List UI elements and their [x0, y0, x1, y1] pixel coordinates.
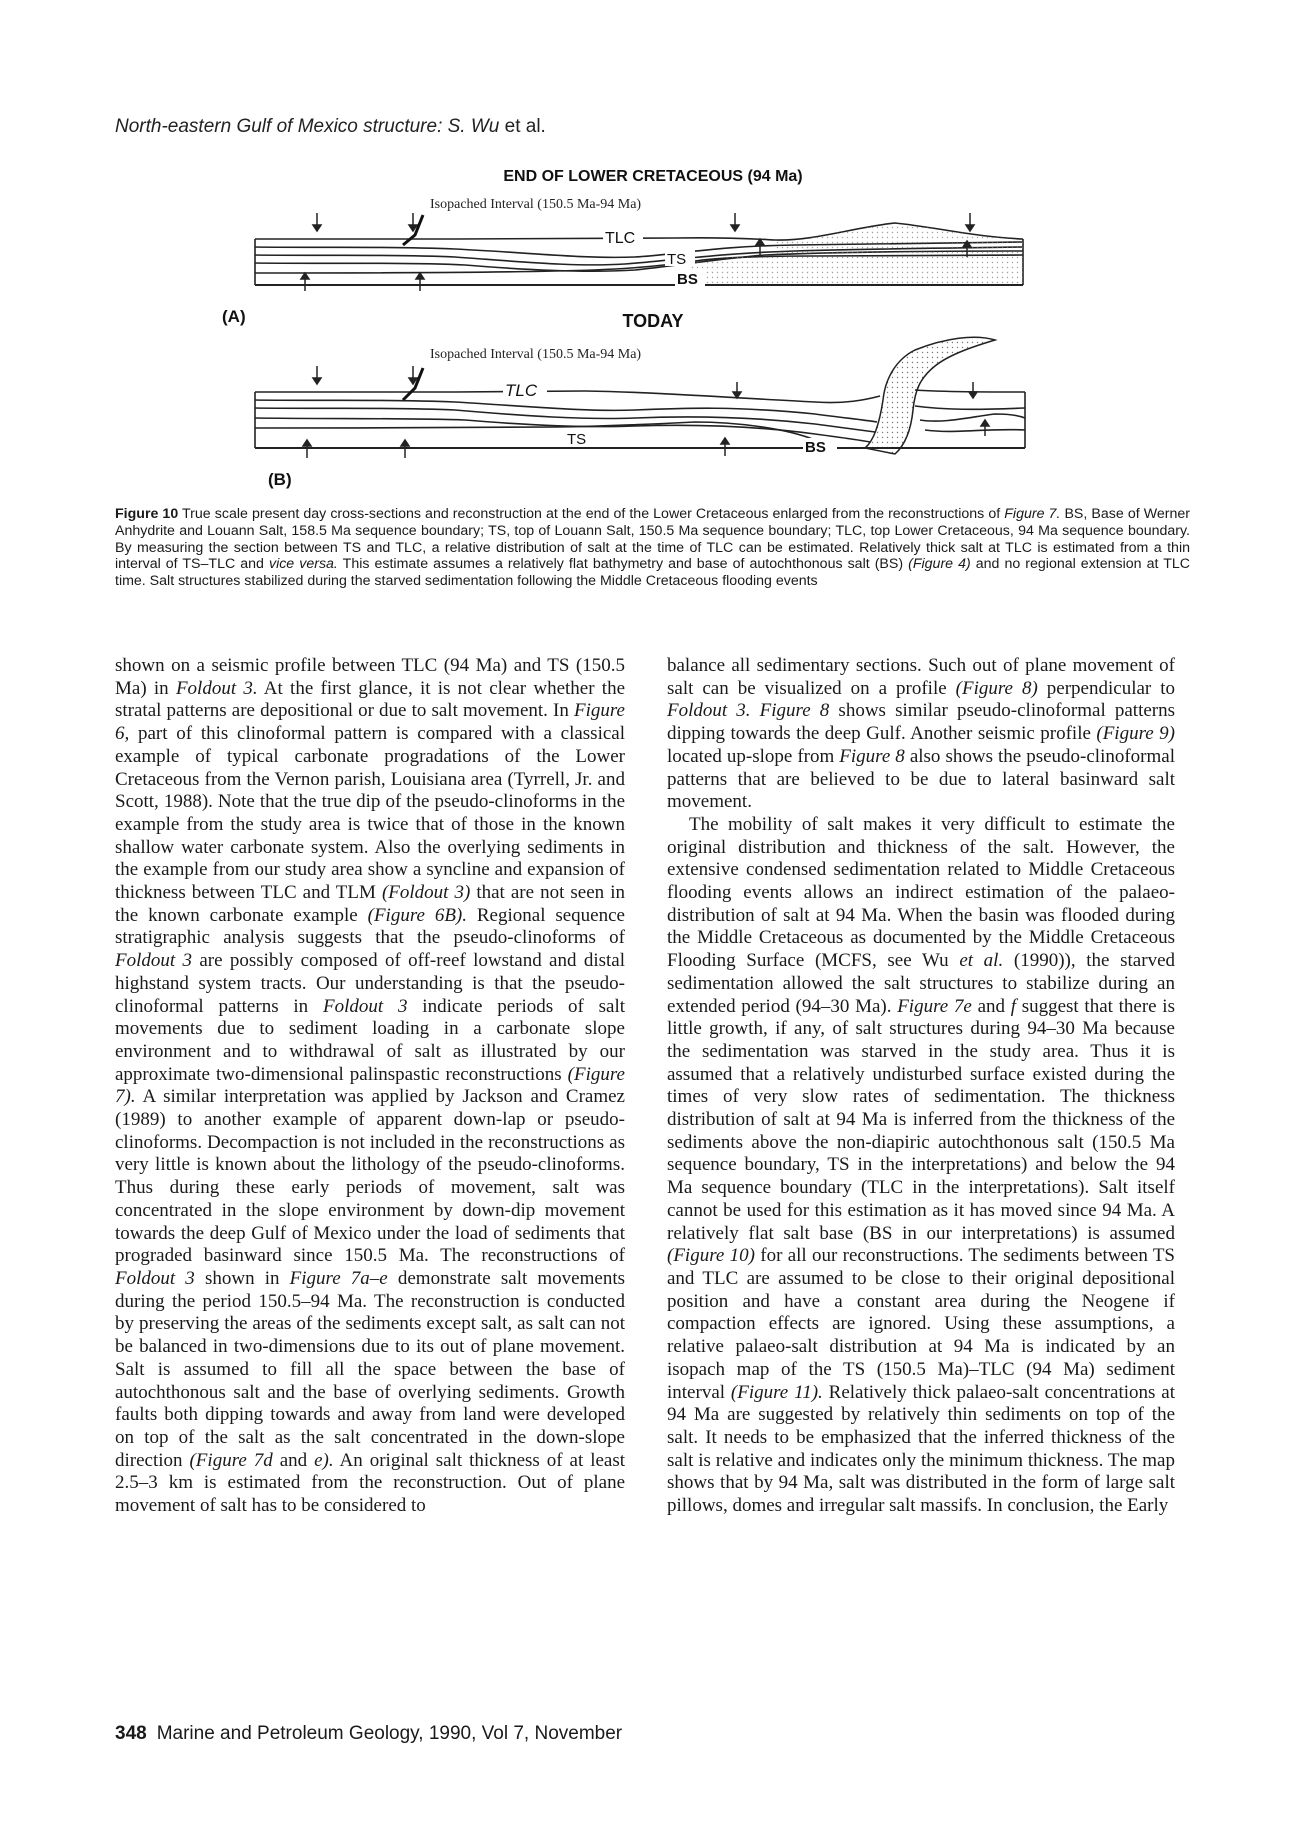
panel-b-heading: TODAY	[622, 311, 684, 331]
body-text: and	[272, 1449, 315, 1471]
body-ref: (Figure 8)	[955, 677, 1038, 699]
body-text: A similar interpretation was applied by Jackson and Cramez (1989) to another example of apparent down-lap or pseudo-clinoforms. Decompaction is not included in the reconstructions as very little is known about the lithology of the pseudo-clinoforms. Thus during these early periods of movement, salt was concentrated in the slope environment by down-dip movement towards the deep Gulf of Mexico under the load of sediments that prograded basinward since 150.5 Ma. The reconstructions of	[115, 1086, 625, 1267]
body-ref: (Figure 9)	[1096, 723, 1175, 745]
body-ref: (Foldout 3)	[381, 882, 471, 904]
body-column-right	[667, 655, 1175, 1518]
panel-a-tlc-label: TLC	[605, 230, 636, 247]
caption-emphasis: vice versa.	[268, 556, 338, 573]
body-text: Regional sequence stratigraphic analysis suggests that the pseudo-clinoforms of	[115, 904, 625, 949]
body-text: At the first glance, it is not clear whether the stratal patterns are depositional or due to salt movement. In	[115, 677, 626, 722]
body-text: and	[971, 995, 1011, 1017]
panel-a-bs-label: BS	[677, 271, 698, 288]
body-ref: (Figure 7).	[115, 1063, 625, 1108]
caption-text: and no regional extension at TLC time. Salt structures stabilized during the starved sedimentation following the Middle Cretaceous flooding events	[115, 556, 1190, 590]
figure-caption-label: Figure 10	[115, 506, 179, 522]
body-text: located up-slope from	[667, 745, 840, 767]
body-text: (1990)), the starved sedimentation allowed the salt structures to stabilize during an extended period (94–30 Ma).	[667, 950, 1176, 1017]
body-ref: f	[1010, 995, 1016, 1017]
body-ref: e).	[314, 1449, 334, 1471]
body-paragraph	[667, 814, 1175, 1518]
body-text: Relatively thick palaeo-salt concentrations at 94 Ma are suggested by relatively thin sediments on top of the salt. It needs to be emphasized that the inferred thickness of the salt is relative and indicates only the minimum thickness. The map shows that by 94 Ma, salt was distributed in the form of large salt pillows, domes and irregular salt massifs. In conclusion, the Early	[667, 1381, 1175, 1517]
caption-text: BS, Base of Werner Anhydrite and Louann Salt, 158.5 Ma sequence boundary; TS, top of Louann Salt, 150.5 Ma sequence boundary; TLC, top Lower Cretaceous, 94 Ma sequence boundary. By measuring the section between TS and TLC, a relative distribution of salt at the time of TLC can be estimated. Relatively thick salt at TLC is estimated from a thin interval of TS–TLC and	[115, 506, 1190, 573]
caption-figure-ref: Figure 7.	[1004, 506, 1061, 522]
body-ref: Foldout 3.	[175, 677, 258, 699]
body-ref: Figure 7a–e	[289, 1267, 388, 1289]
body-ref: (Figure 10)	[667, 1245, 755, 1267]
page-footer	[115, 1723, 622, 1745]
body-text: An original salt thickness of at least 2.5–3 km is estimated from the reconstruction. Out of plane movement of salt has to be considered to	[115, 1449, 626, 1517]
body-text: also shows the pseudo-clinoformal patterns that are believed to be due to lateral basinward salt movement.	[667, 745, 1175, 813]
panel-b-bs-label: BS	[805, 439, 826, 456]
body-text: The mobility of salt makes it very difficult to estimate the original distribution and thickness of the salt. However, the extensive condensed sedimentation related to Middle Cretaceous flooding events allows an indirect estimation of the palaeo-distribution of salt at 94 Ma. When the basin was flooded during the Middle Cretaceous as documented by the Middle Cretaceous Flooding Surface (MCFS, see Wu	[667, 813, 1175, 972]
body-text: that are not seen in the known carbonate example	[115, 882, 625, 926]
caption-text: This estimate assumes a relatively flat bathymetry and base of autochthonous salt (BS)	[337, 556, 909, 573]
body-text: shown in	[194, 1267, 290, 1289]
body-text: indicate periods of salt movements due to sediment loading in a carbonate slope environment and to withdrawal of salt as illustrated by our approximate two-dimensional palinspastic reconstructions	[115, 995, 626, 1085]
body-text: shows similar pseudo-clinoformal patterns dipping towards the deep Gulf. Another seismic profile	[667, 700, 1176, 745]
running-head	[115, 116, 546, 138]
body-text: perpendicular to	[1037, 677, 1175, 699]
body-column-left	[115, 655, 625, 1518]
body-ref: Foldout 3	[323, 995, 408, 1017]
body-text: are possibly composed of off-reef lowstand and distal highstand system tracts. Our understanding is that the pseudo-clinoformal patterns in	[115, 950, 625, 1017]
body-ref: Figure 8	[839, 745, 905, 767]
cross-section-b	[255, 330, 1035, 460]
body-ref: (Figure 6B).	[367, 904, 468, 926]
body-text: for all our reconstructions. The sediments between TS and TLC are assumed to be close to their original depositional position and have a constant area during the Neogene if compaction effects are ignored. Using these assumptions, a relative palaeo-salt distribution at 94 Ma is indicated by an isopach map of the TS (150.5 Ma)–TLC (94 Ma) sediment interval	[667, 1245, 1175, 1403]
body-ref: et al.	[959, 950, 1004, 972]
panel-a-ts-label: TS	[667, 251, 687, 268]
body-text	[751, 700, 760, 721]
journal-citation: Marine and Petroleum Geology, 1990, Vol 7, November	[156, 1723, 623, 1744]
panel-b-label: (B)	[268, 470, 292, 489]
body-ref: Foldout 3.	[667, 700, 751, 722]
panel-a-heading: END OF LOWER CRETACEOUS (94 Ma)	[503, 168, 803, 185]
caption-figure-ref: (Figure 4)	[908, 556, 971, 573]
body-ref: (Figure 7d	[189, 1449, 273, 1471]
body-ref: Figure 8	[759, 700, 830, 722]
running-head-suffix: et al.	[499, 116, 546, 137]
body-ref: (Figure 11).	[730, 1381, 823, 1403]
body-ref: Figure 6,	[115, 700, 625, 745]
caption-text: True scale present day cross-sections and reconstruction at the end of the Lower Cretaceous enlarged from the reconstructions of	[178, 506, 1005, 522]
body-paragraph	[667, 655, 1175, 814]
body-text: balance all sedimentary sections. Such out of plane movement of salt can be visualized on a profile	[667, 655, 1175, 699]
cross-section-a	[255, 215, 1030, 295]
page-number: 348	[115, 1723, 147, 1744]
body-paragraph	[115, 655, 625, 1518]
body-ref: Foldout 3	[115, 1267, 195, 1289]
panel-a-interval-label: Isopached Interval (150.5 Ma-94 Ma)	[430, 197, 642, 212]
panel-b-ts-label: TS	[567, 431, 587, 448]
body-text: suggest that there is little growth, if any, of salt structures during 94–30 Ma because the sedimentation was starved in the study area. Thus it is assumed that a relatively undisturbed surface existed during the times of very slow rates of sedimentation. The thickness distribution of salt at 94 Ma is inferred from the thickness of the sediments above the non-diapiric autochthonous salt (150.5 Ma sequence boundary, TS in the interpretations) and below the 94 Ma sequence boundary (TLC in the interpretations). Salt itself cannot be used for this estimation as it has moved since 94 Ma. A relatively flat salt base (BS in our interpretations) is assumed	[667, 995, 1175, 1244]
body-text: shown on a seismic profile between TLC (94 Ma) and TS (150.5 Ma) in	[115, 655, 625, 699]
panel-b-interval-label: Isopached Interval (150.5 Ma-94 Ma)	[430, 347, 642, 362]
body-text: part of this clinoformal pattern is compared with a classical example of typical carbonate progradations of the Lower Cretaceous from the Vernon parish, Louisiana area (Tyrrell, Jr. and Scott, 1988). Note that the true dip of the pseudo-clinoforms in the example from the study area is twice that of those in the known shallow water carbonate system. Also the overlying sediments in the example from our study area show a syncline and expansion of thickness between TLC and TLM	[115, 723, 625, 904]
panel-a-label: (A)	[222, 307, 246, 326]
body-ref: Figure 7e	[897, 995, 972, 1017]
body-text: demonstrate salt movements during the period 150.5–94 Ma. The reconstruction is conducted by preserving the areas of the sediments except salt, as salt can not be balanced in two-dimensions due to its out of plane movement. Salt is assumed to fill all the space between the base of autochthonous salt and the base of overlying sediments. Growth faults both dipping towards and away from land were developed on top of the salt as the salt concentrated in the down-slope direction	[115, 1267, 625, 1471]
body-ref: Foldout 3	[115, 950, 193, 972]
running-head-title: North-eastern Gulf of Mexico structure: S. Wu	[115, 116, 500, 137]
figure-caption	[115, 506, 1190, 590]
panel-b-tlc-label: TLC	[505, 381, 538, 400]
